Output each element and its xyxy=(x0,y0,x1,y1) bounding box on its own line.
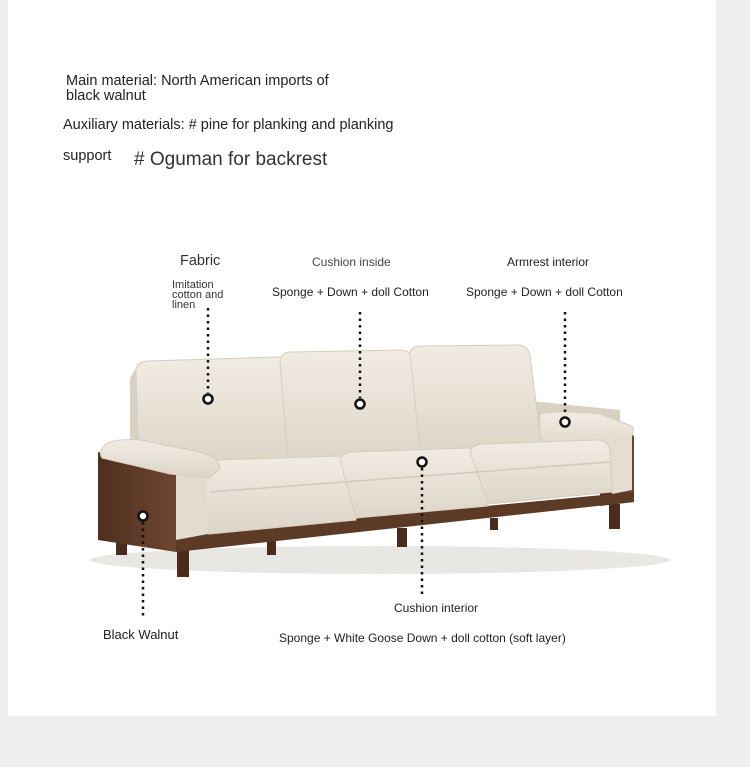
backrest-text: # Oguman for backrest xyxy=(134,149,328,170)
seat-cushion-right xyxy=(470,440,612,504)
sofa-leg xyxy=(397,528,407,547)
black-walnut-label: Black Walnut xyxy=(103,627,179,642)
cushion-inside-label: Cushion inside xyxy=(312,255,391,269)
cushion-interior-marker xyxy=(418,458,427,467)
sofa-leg xyxy=(177,548,189,577)
back-cushion-right xyxy=(410,345,541,452)
seat-cushion-left xyxy=(204,456,356,534)
left-arm-inner xyxy=(176,472,208,540)
armrest-interior-detail: Sponge + Down + doll Cotton xyxy=(466,285,623,299)
cushion-interior-detail: Sponge + White Goose Down + doll cotton (soft layer) xyxy=(279,631,566,645)
sofa-leg xyxy=(267,540,276,555)
sofa-leg xyxy=(490,518,498,530)
armrest-marker xyxy=(561,418,570,427)
seat-cushion-middle xyxy=(340,448,488,518)
armrest-interior-label: Armrest interior xyxy=(507,255,590,269)
cushion-inside-marker xyxy=(356,400,365,409)
walnut-marker xyxy=(139,512,148,521)
cushion-interior-label: Cushion interior xyxy=(394,601,479,615)
fabric-detail: Imitation cotton and linen xyxy=(172,279,224,311)
sofa-leg xyxy=(609,504,620,529)
fabric-marker xyxy=(204,395,213,404)
fabric-label: Fabric xyxy=(180,253,221,269)
cushion-inside-detail: Sponge + Down + doll Cotton xyxy=(272,285,429,299)
support-text: support xyxy=(63,148,112,164)
auxiliary-material-text: Auxiliary materials: # pine for planking and planking xyxy=(63,117,394,133)
main-material-text: Main material: North American imports of black walnut xyxy=(66,73,329,104)
back-cushion-middle xyxy=(280,350,424,460)
